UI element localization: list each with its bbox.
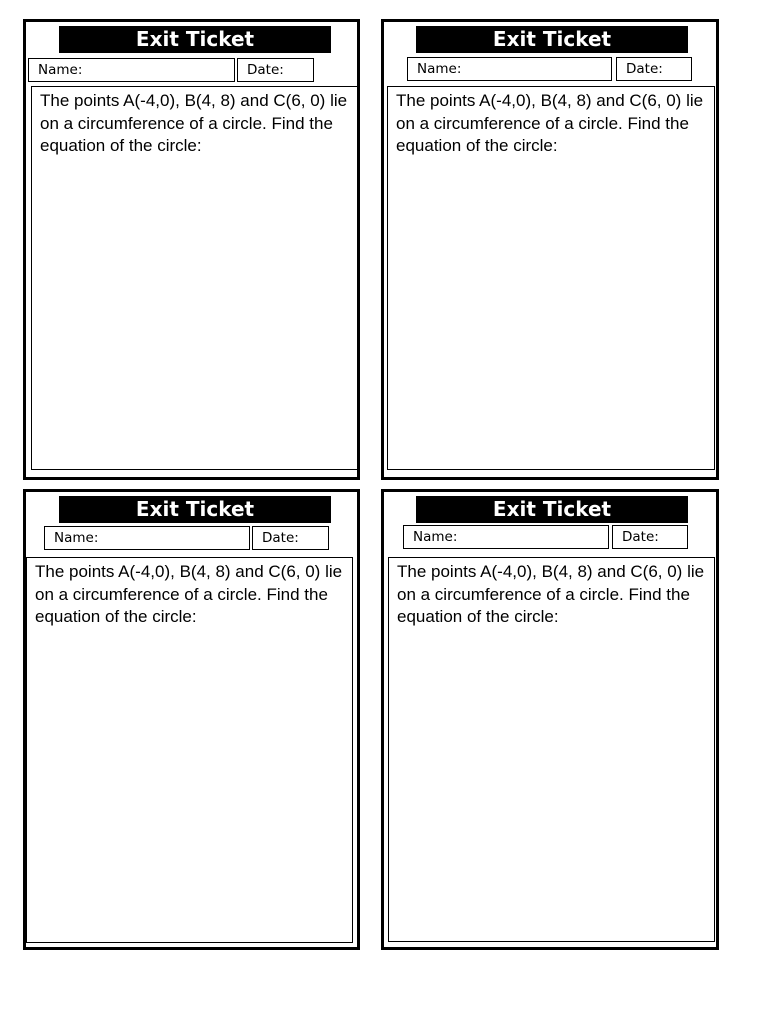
date-field[interactable]: Date: — [616, 57, 692, 81]
exit-ticket-card — [381, 19, 719, 480]
exit-ticket-card — [23, 489, 360, 950]
question-text: The points A(-4,0), B(4, 8) and C(6, 0) lie on a circumference of a circle. Find the equation of the circle: — [40, 91, 348, 155]
name-field[interactable]: Name: — [407, 57, 612, 81]
ticket-title: Exit Ticket — [416, 496, 688, 523]
question-text: The points A(-4,0), B(4, 8) and C(6, 0) lie on a circumference of a circle. Find the equation of the circle: — [35, 562, 343, 626]
question-text: The points A(-4,0), B(4, 8) and C(6, 0) lie on a circumference of a circle. Find the equation of the circle: — [397, 562, 705, 626]
question-answer-box[interactable] — [31, 86, 358, 470]
name-field[interactable]: Name: — [44, 526, 250, 550]
question-answer-box[interactable] — [387, 86, 715, 470]
date-field[interactable]: Date: — [252, 526, 329, 550]
question-answer-box[interactable] — [26, 557, 353, 943]
question-text: The points A(-4,0), B(4, 8) and C(6, 0) lie on a circumference of a circle. Find the equation of the circle: — [396, 91, 704, 155]
ticket-title: Exit Ticket — [59, 26, 331, 53]
ticket-title: Exit Ticket — [59, 496, 331, 523]
exit-ticket-card — [23, 19, 360, 480]
ticket-title: Exit Ticket — [416, 26, 688, 53]
date-field[interactable]: Date: — [237, 58, 314, 82]
name-field[interactable]: Name: — [28, 58, 235, 82]
name-field[interactable]: Name: — [403, 525, 609, 549]
date-field[interactable]: Date: — [612, 525, 688, 549]
question-answer-box[interactable] — [388, 557, 715, 942]
exit-ticket-card — [381, 489, 719, 950]
